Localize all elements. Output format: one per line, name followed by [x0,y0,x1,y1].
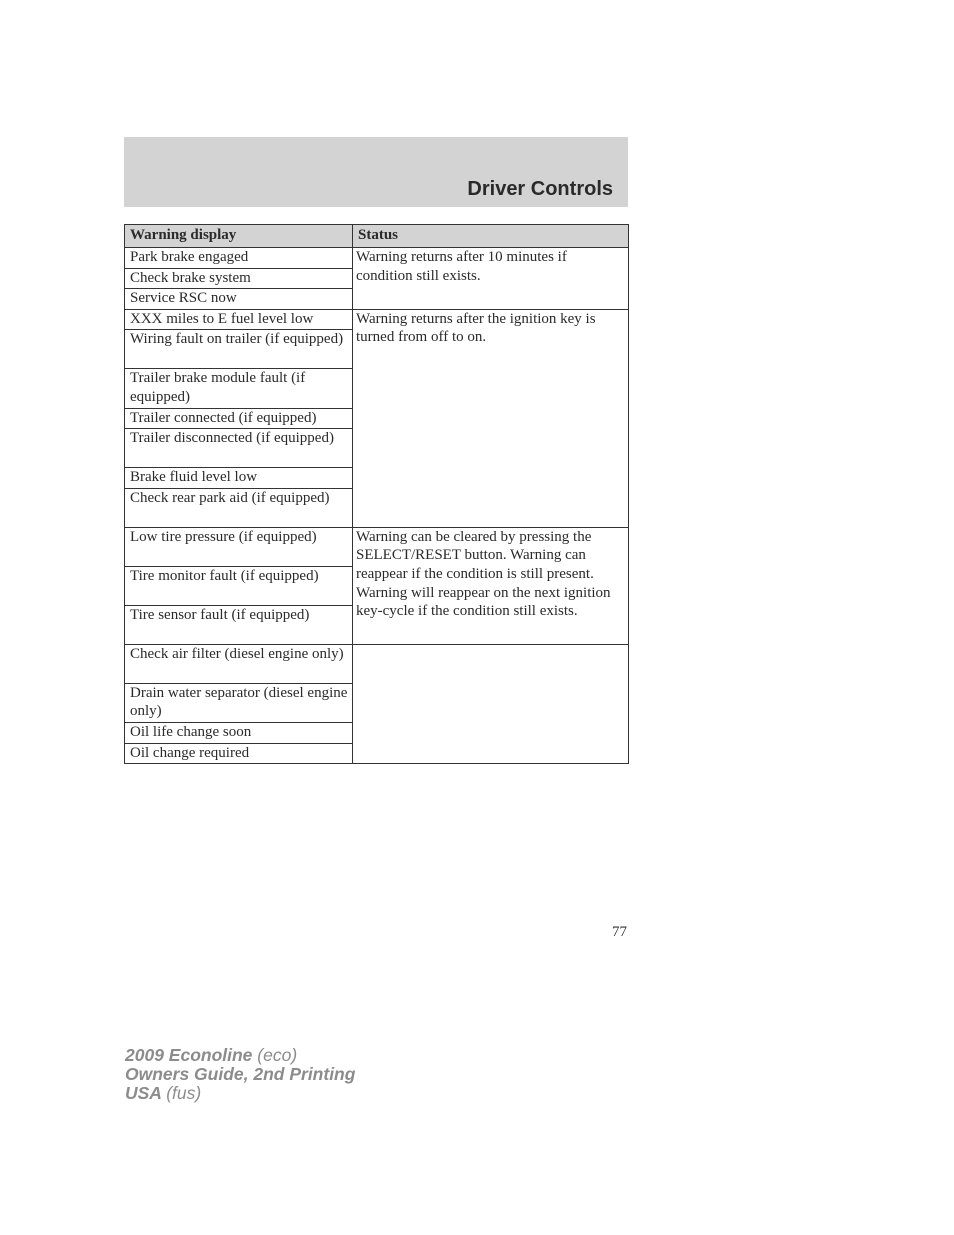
table-row [125,309,629,330]
status-cell [353,644,629,763]
warning-display-cell: Park brake engaged [125,248,353,269]
status-cell: Warning returns after the ignition key is turned from off to on. [353,309,629,527]
table-row [125,644,629,683]
section-header-band [124,137,628,207]
warning-display-cell: Service RSC now [125,289,353,310]
section-title: Driver Controls [467,178,613,200]
footer-model-code: (eco) [257,1045,298,1065]
warning-display-cell: Check air filter (diesel engine only) [125,644,353,683]
warning-display-cell: Wiring fault on trailer (if equipped) [125,330,353,369]
table-row [125,527,629,566]
footer-market-name: USA [125,1083,162,1103]
status-cell: Warning can be cleared by pressing the SELECT/RESET button. Warning can reappear if the condition is still present. Warning will reappear on the next ignition key-cycle if the condition still exists. [353,527,629,644]
column-header-status: Status [353,225,629,248]
warning-display-cell: XXX miles to E fuel level low [125,309,353,330]
warning-display-cell: Check rear park aid (if equipped) [125,488,353,527]
footer-market-code: (fus) [166,1083,202,1103]
warning-display-cell: Trailer brake module fault (if equipped) [125,369,353,408]
warning-display-cell: Oil change required [125,743,353,764]
warning-display-cell: Tire monitor fault (if equipped) [125,566,353,605]
column-header-warning-display: Warning display [125,225,353,248]
warning-display-cell: Trailer disconnected (if equipped) [125,429,353,468]
warning-display-table [124,224,629,764]
status-cell: Warning returns after 10 minutes if condition still exists. [353,248,629,310]
warning-display-cell: Oil life change soon [125,722,353,743]
warning-display-cell: Drain water separator (diesel engine only) [125,683,353,722]
footer-line-guide: Owners Guide, 2nd Printing [125,1064,356,1084]
warning-display-cell: Check brake system [125,268,353,289]
warning-display-cell: Low tire pressure (if equipped) [125,527,353,566]
table-header-row [125,225,629,248]
document-footer [125,1046,355,1103]
warning-display-cell: Tire sensor fault (if equipped) [125,605,353,644]
footer-model-name: 2009 Econoline [125,1045,253,1065]
warning-display-cell: Brake fluid level low [125,468,353,489]
footer-line-market [125,1084,355,1103]
table-row [125,248,629,269]
footer-line-model [125,1046,355,1065]
page-number: 77 [612,924,627,940]
warning-display-cell: Trailer connected (if equipped) [125,408,353,429]
